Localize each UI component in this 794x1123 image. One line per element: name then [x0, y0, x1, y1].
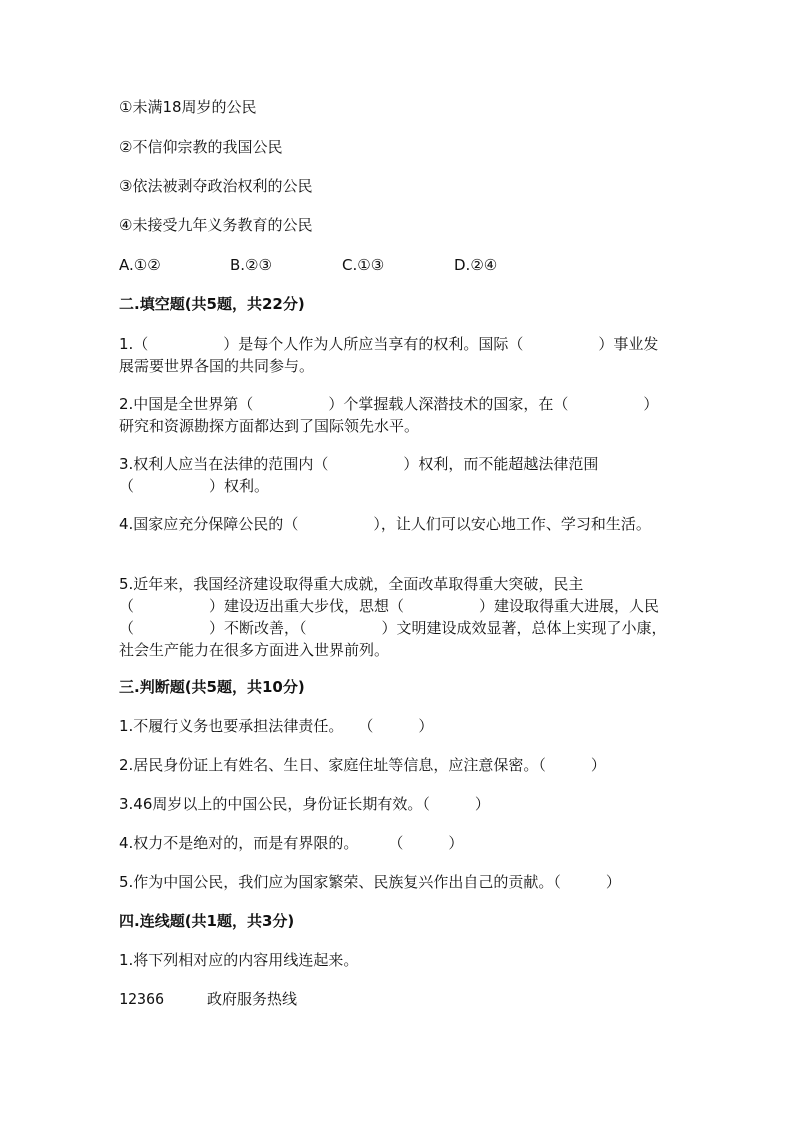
- matching-right-item: 政府服务热线: [207, 990, 298, 1008]
- section-title-matching: 四.连线题(共1题，共3分): [119, 912, 295, 930]
- fill-blank-question: 4.国家应充分保障公民的（ ），让人们可以安心地工作、学习和生活。: [119, 515, 651, 533]
- option-a: A.①②: [119, 256, 161, 274]
- judgement-question: 5.作为中国公民，我们应为国家繁荣、民族复兴作出自己的贡献。（ ）: [119, 873, 621, 891]
- matching-row: [0, 988, 794, 1010]
- section-title-fill-blank: 二.填空题(共5题，共22分): [119, 295, 305, 313]
- choice-statement: ④未接受九年义务教育的公民: [119, 216, 313, 234]
- judgement-question: 2.居民身份证上有姓名、生日、家庭住址等信息，应注意保密。（ ）: [119, 756, 606, 774]
- fill-blank-question: 3.权利人应当在法律的范围内（ ）权利，而不能超越法律范围（ ）权利。: [119, 455, 599, 495]
- matching-question: 1.将下列相对应的内容用线连起来。: [119, 951, 359, 969]
- choice-statement: ①未满18周岁的公民: [119, 98, 257, 116]
- choice-statement: ③依法被剥夺政治权利的公民: [119, 177, 313, 195]
- matching-left-item: 12366: [119, 990, 165, 1008]
- fill-blank-question: 5.近年来，我国经济建设取得重大成就，全面改革取得重大突破，民主（ ）建设迈出重大步伐，思想（ ）建设取得重大进展，人民（ ）不断改善，（ ）文明建设成效显著，总体上实现了小康，社会生产能力在很多方面进入世界前列。: [119, 575, 667, 659]
- judgement-question: 3.46周岁以上的中国公民，身份证长期有效。（ ）: [119, 795, 490, 813]
- section-title-judgement: 三.判断题(共5题，共10分): [119, 678, 305, 696]
- fill-blank-question: 2.中国是全世界第（ ）个掌握载人深潜技术的国家，在（ ）研究和资源勘探方面都达到了国际领先水平。: [119, 395, 659, 435]
- option-c: C.①③: [342, 256, 385, 274]
- judgement-question: 4.权力不是绝对的，而是有界限的。 （ ）: [119, 834, 464, 852]
- option-d: D.②④: [454, 256, 498, 274]
- answer-options: [0, 254, 794, 276]
- fill-blank-question: 1.（ ）是每个人作为人所应当享有的权利。国际（ ）事业发展需要世界各国的共同参与。: [119, 335, 659, 375]
- choice-statement: ②不信仰宗教的我国公民: [119, 138, 283, 156]
- judgement-question: 1.不履行义务也要承担法律责任。 （ ）: [119, 717, 434, 735]
- option-b: B.②③: [230, 256, 272, 274]
